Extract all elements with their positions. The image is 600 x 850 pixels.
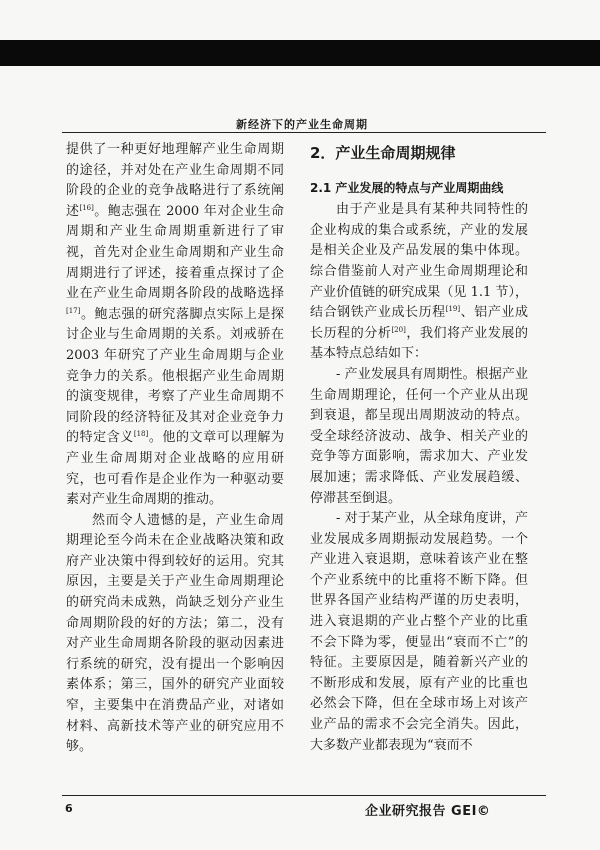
left-column [66,140,284,758]
citation-19: [19] [445,305,461,314]
subsection-title: 2.1 产业发展的特点与产业周期曲线 [310,180,504,195]
header-rule [62,132,546,133]
citation-18: [18] [133,430,149,439]
footer-rule [62,795,546,796]
citation-20: [20] [391,325,406,334]
left-paragraph-1: 提供了一种更好地理解产业生命周期的途径，并对处在产业生命周期不同阶段的企业的竞争战略进行了系统阐述[16]。鲍志强在 2000 年对企业生命周期和产业生命周期重新进行了审视，首先对企业生命周期和产业生命周期进行了评述，接着重点探讨了企业在产业生命周期各阶段的战略选择[17]。鲍志强的研究落脚点实际上是探讨企业与生命周期的关系。刘戒骄在 2003 年研究了产业生命周期与企业竞争力的关系。他根据产业生命周期的演变规律，考察了产业生命周期不同阶段的经济特征及其对企业竞争力的特定含义[18]。他的文章可以理解为产业生命周期对企业战略的应用研究，也可看作是企业作为一种驱动要素对产业生命周期的推动。 [66,142,284,508]
right-column [310,140,528,756]
top-black-band [0,40,600,66]
right-paragraph-2: - 产业发展具有周期性。根据产业生命周期理论，任何一个产业从出现到衰退，都呈现出周期波动的特点。受全球经济波动、战争、相关产业的竞争等方面影响，需求加大、产业发展加速；需求降低、产业发展趋缓、停滞甚至倒退。 [310,366,528,506]
citation-17: [17] [66,306,81,315]
left-paragraph-2: 然而令人遗憾的是，产业生命周期理论至今尚未在企业战略决策和政府产业决策中得到较好的运用。究其原因，主要是关于产业生命周期理论的研究尚未成熟，尚缺乏划分产业生命周期阶段的好的方法；第二，没有对产业生命周期各阶段的驱动因素进行系统的研究，没有提出一个影响因素体系；第三，国外的研究产业面较窄，主要集中在消费品产业，对诸如材料、高新技术等产业的研究应用不够。 [66,512,284,755]
citation-16: [16] [79,203,94,212]
page-number: 6 [65,802,73,815]
section-title: 2．产业生命周期规律 [310,144,456,162]
right-paragraph-1: 由于产业是具有某种共同特性的企业构成的集合或系统，产业的发展是相关企业及产品发展的集中体现。综合借鉴前人对产业生命周期理论和产业价值链的研究成果（见 1.1 节），结合钢铁产业成长历程[19]、铝产业成长历程的分析[20]，我们将产业发展的基本特点总结如下： [310,202,528,362]
journal-name: 企业研究报告 GEI© [365,804,491,819]
running-header: 新经济下的产业生命周期 [236,118,368,131]
right-paragraph-3: - 对于某产业，从全球角度讲，产业发展成多周期振动发展趋势。一个产业进入衰退期，意味着该产业在整个产业系统中的比重将不断下降。但世界各国产业结构严谨的历史表明，进入衰退期的产业占整个产业的比重不会下降为零，便显出“衰而不亡”的特征。主要原因是，随着新兴产业的不断形成和发展，原有产业的比重也必然会下降，但在全球市场上对该产业产品的需求不会完全消失。因此，大多数产业都表现为“衰而不 [310,511,528,753]
